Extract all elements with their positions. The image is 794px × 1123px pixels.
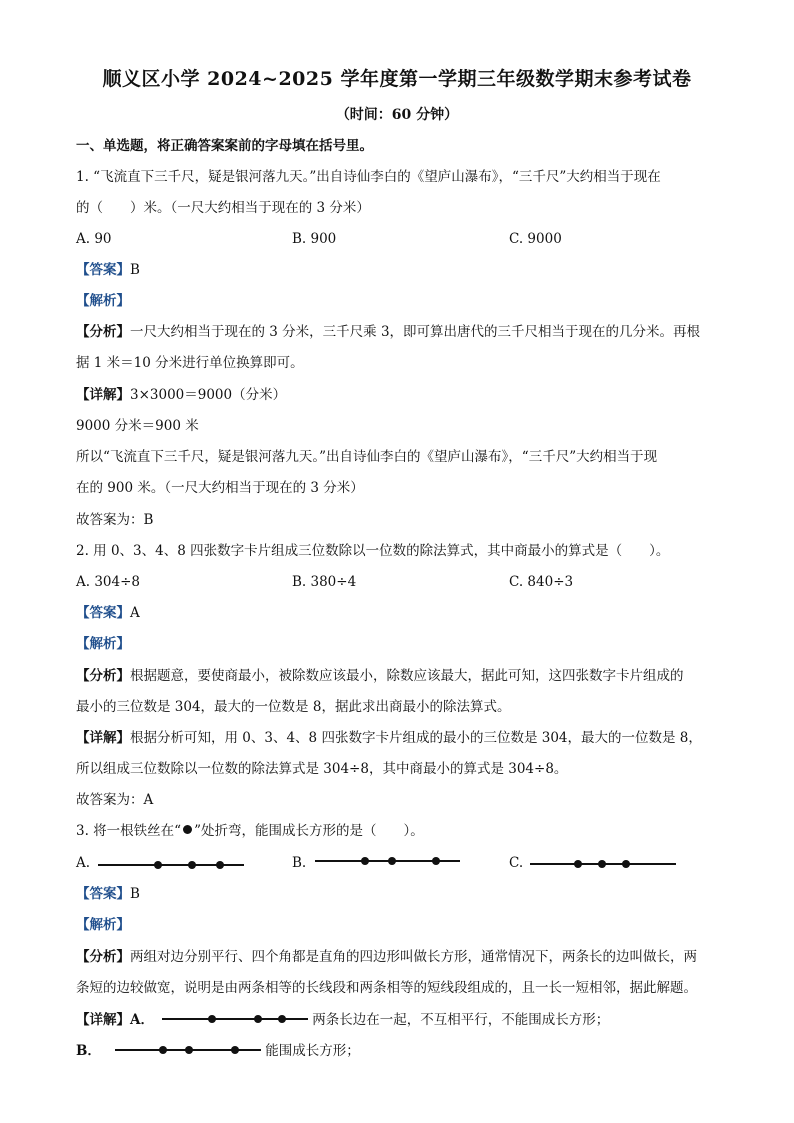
detail-b-label: B． xyxy=(76,1043,101,1059)
bend-dot-icon xyxy=(183,825,192,834)
detail-b-text: 能围成长方形； xyxy=(265,1043,360,1059)
q3-option-c-wire xyxy=(530,858,676,870)
q1-analysis-tag: 【解析】 xyxy=(76,293,130,309)
q2-answer xyxy=(76,604,140,622)
fenxi-text: 根据题意，要使商最小，被除数应该最小，除数应该最大，据此可知，这四张数字卡片组成的 xyxy=(130,668,684,684)
section-heading: 一、单选题，将正确答案案前的字母填在括号里。 xyxy=(76,138,373,154)
q3-option-a-label: A. xyxy=(76,855,91,871)
bend-point xyxy=(254,1015,262,1023)
q3-answer xyxy=(76,885,140,903)
q2-stem: 2. 用 0、3、4、8 四张数字卡片组成三位数除以一位数的除法算式，其中商最小的算式是（ ）。 xyxy=(76,543,670,559)
answer-tag: 【答案】 xyxy=(76,262,130,278)
q3-fenxi-line2: 条短的边较做宽，说明是由两条相等的长线段和两条相等的短线段组成的，且一长一短相邻，据此解题。 xyxy=(76,980,697,996)
q1-detail-line3: 所以“飞流直下三千尺，疑是银河落九天。”出自诗仙李白的《望庐山瀑布》，“三千尺”大约相当于现 xyxy=(76,449,658,465)
q2-analysis-tag: 【解析】 xyxy=(76,636,130,652)
q3-fenxi-line1 xyxy=(76,948,697,966)
q2-option-c: C. 840÷3 xyxy=(509,574,574,590)
q1-detail-line4: 在的 900 米。（一尺大约相当于现在的 3 分米） xyxy=(76,480,364,496)
q2-conclusion: 故答案为：A xyxy=(76,792,154,808)
q1-stem-line1: 1. “飞流直下三千尺，疑是银河落九天。”出自诗仙李白的《望庐山瀑布》，“三千尺”大约相当于现在 xyxy=(76,169,661,185)
q1-conclusion: 故答案为：B xyxy=(76,512,154,528)
detail-tag: 【详解】 xyxy=(76,1012,130,1028)
detail-text: 3×3000＝9000（分米） xyxy=(130,387,287,403)
bend-point xyxy=(159,1046,167,1054)
bend-point xyxy=(231,1046,239,1054)
bend-point xyxy=(622,860,630,868)
q1-fenxi-line1 xyxy=(76,323,700,341)
wire-line xyxy=(162,1018,308,1020)
q2-detail-line1 xyxy=(76,729,702,747)
q2-fenxi-line2: 最小的三位数是 304，最大的一位数是 8，据此求出商最小的除法算式。 xyxy=(76,699,511,715)
q1-option-b: B. 900 xyxy=(292,231,337,247)
page-title: 顺义区小学 2024~2025 学年度第一学期三年级数学期末参考试卷 xyxy=(102,68,692,90)
q3-stem-post: ”处折弯，能围成长方形的是（ ）。 xyxy=(194,823,424,839)
q3-option-a-wire xyxy=(98,859,244,871)
q3-stem-pre: 3. 将一根铁丝在“ xyxy=(76,823,182,839)
fenxi-tag: 【分析】 xyxy=(76,324,130,340)
exam-duration: （时间：60 分钟） xyxy=(335,107,459,123)
detail-tag: 【详解】 xyxy=(76,387,130,403)
q1-stem-line2: 的（ ）米。（一尺大约相当于现在的 3 分米） xyxy=(76,200,370,216)
q3-detail-b xyxy=(76,1042,360,1060)
q1-option-c: C. 9000 xyxy=(509,231,562,247)
bend-point xyxy=(388,857,396,865)
q1-answer xyxy=(76,261,140,279)
fenxi-text: 两组对边分别平行、四个角都是直角的四边形叫做长方形，通常情况下，两条长的边叫做长，两 xyxy=(130,949,697,965)
detail-text: 根据分析可知，用 0、3、4、8 四张数字卡片组成的最小的三位数是 304，最大的一位数是 8， xyxy=(130,730,702,746)
bend-point xyxy=(216,861,224,869)
answer-value: A xyxy=(130,605,140,621)
bend-point xyxy=(188,861,196,869)
q2-option-a: A. 304÷8 xyxy=(76,574,140,590)
q1-detail-line1 xyxy=(76,386,286,404)
detail-b-wire xyxy=(115,1044,261,1056)
bend-point xyxy=(598,860,606,868)
bend-point xyxy=(432,857,440,865)
detail-tag: 【详解】 xyxy=(76,730,130,746)
bend-point xyxy=(574,860,582,868)
detail-a-label: A． xyxy=(130,1012,154,1028)
detail-a-wire xyxy=(162,1013,308,1025)
answer-value: B xyxy=(130,262,140,278)
bend-point xyxy=(208,1015,216,1023)
q2-option-b: B. 380÷4 xyxy=(292,574,357,590)
answer-tag: 【答案】 xyxy=(76,605,130,621)
q3-option-b-wire xyxy=(315,855,460,867)
q3-analysis-tag: 【解析】 xyxy=(76,917,130,933)
bend-point xyxy=(154,861,162,869)
answer-tag: 【答案】 xyxy=(76,886,130,902)
bend-point xyxy=(361,857,369,865)
fenxi-tag: 【分析】 xyxy=(76,949,130,965)
bend-point xyxy=(278,1015,286,1023)
q1-fenxi-line2: 据 1 米＝10 分米进行单位换算即可。 xyxy=(76,355,304,371)
q1-detail-line2: 9000 分米＝900 米 xyxy=(76,418,199,434)
q1-option-a: A. 90 xyxy=(76,231,112,247)
q3-stem xyxy=(76,822,424,840)
answer-value: B xyxy=(130,886,140,902)
q3-option-b-label: B. xyxy=(292,855,307,871)
bend-point xyxy=(185,1046,193,1054)
q3-option-c-label: C. xyxy=(509,855,524,871)
q3-detail-a xyxy=(76,1011,609,1029)
fenxi-tag: 【分析】 xyxy=(76,668,130,684)
q2-detail-line2: 所以组成三位数除以一位数的除法算式是 304÷8，其中商最小的算式是 304÷8。 xyxy=(76,761,568,777)
detail-a-text: 两条长边在一起，不互相平行，不能围成长方形； xyxy=(312,1012,610,1028)
fenxi-text: 一尺大约相当于现在的 3 分米，三千尺乘 3，即可算出唐代的三千尺相当于现在的几分米。再根 xyxy=(130,324,701,340)
q2-fenxi-line1 xyxy=(76,667,684,685)
